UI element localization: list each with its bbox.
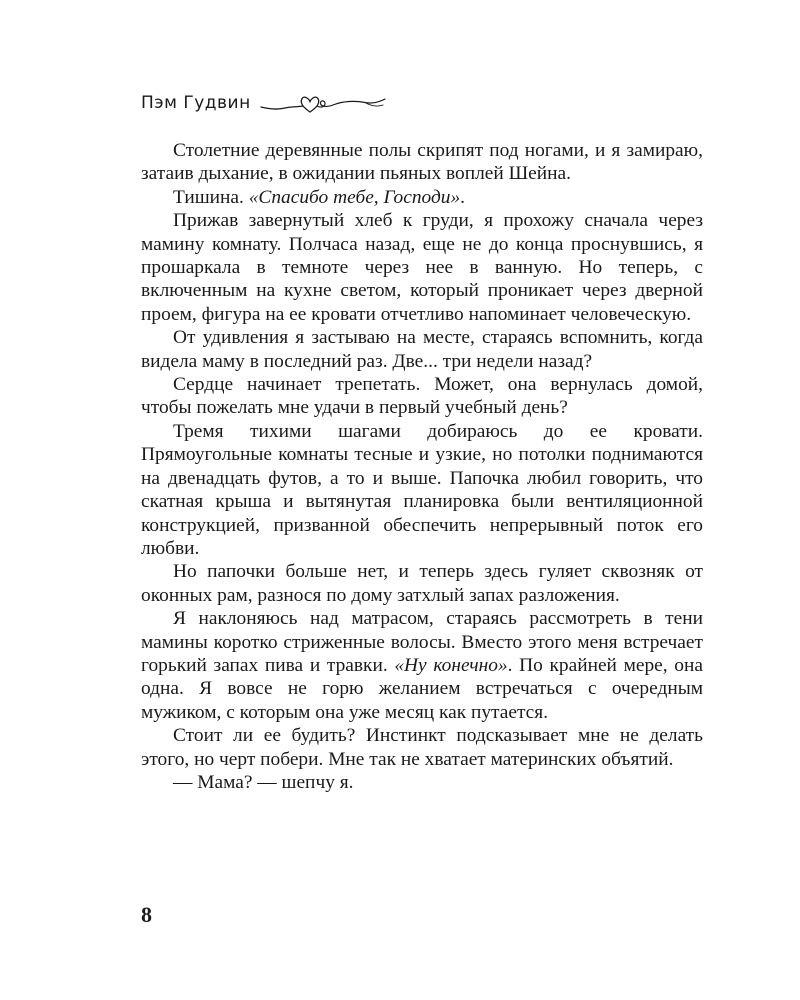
paragraph bbox=[141, 771, 703, 794]
paragraph bbox=[141, 420, 703, 560]
text-segment: Я наклоняюсь над матрасом, стараясь рассмотреть в тени мамины коротко стриженные волосы. Вместо этого меня встречает горький запах пива и травки. bbox=[141, 608, 703, 676]
text-segment: Но папочки больше нет, и теперь здесь гуляет сквозняк от оконных рам, разнося по дому затхлый запах разложения. bbox=[141, 561, 703, 606]
running-header bbox=[141, 88, 389, 118]
text-segment: Тремя тихими шагами добираюсь до ее кровати. Прямоугольные комнаты тесные и узкие, но потолки поднимаются на двенадцать футов, а то и выше. Папочка любил говорить, что скатная крыша и вытянутая планировка были вентиляционной конструкцией, призванной обеспечить непрерывный поток его любви. bbox=[141, 420, 703, 559]
text-segment: Прижав завернутый хлеб к груди, я прохожу сначала через мамину комнату. Полчаса назад, еще не до конца проснувшись, я прошаркала в темноте через нее в ванную. Но теперь, с включенным на кухне светом, который проникает через дверной проем, фигура на ее кровати отчетливо напоминает человеческую. bbox=[141, 210, 703, 325]
paragraph bbox=[141, 186, 703, 209]
text-segment: . bbox=[460, 186, 466, 208]
text-segment: Стоит ли ее будить? Инстинкт подсказывает мне не делать этого, но черт побери. Мне так не хватает материнских объятий. bbox=[141, 725, 703, 770]
text-segment: Сердце начинает трепетать. Может, она вернулась домой, чтобы пожелать мне удачи в первый учебный день? bbox=[141, 374, 703, 419]
paragraph bbox=[141, 209, 703, 326]
italic-text: «Ну конечно» bbox=[394, 654, 508, 676]
text-segment: Столетние деревянные полы скрипят под ногами, и я замираю, затаив дыхание, в ожидании пьяных воплей Шейна. bbox=[141, 140, 703, 185]
text-segment: — Мама? — шепчу я. bbox=[173, 771, 354, 793]
paragraph bbox=[141, 139, 703, 186]
italic-text: «Спасибо тебе, Господи» bbox=[248, 186, 461, 208]
body-text bbox=[141, 139, 703, 794]
paragraph bbox=[141, 326, 703, 373]
text-segment: Тишина. bbox=[173, 186, 249, 208]
author-name: Пэм Гудвин bbox=[141, 93, 251, 113]
paragraph bbox=[141, 607, 703, 724]
text-segment: От удивления я застываю на месте, стараясь вспомнить, когда видела маму в последний раз. Две... три недели назад? bbox=[141, 327, 703, 372]
page-number: 8 bbox=[141, 902, 152, 927]
paragraph bbox=[141, 724, 703, 771]
paragraph bbox=[141, 373, 703, 420]
text-segment: . По крайней мере, она одна. Я вовсе не горю желанием встречаться с очередным мужиком, с которым она уже месяц как путается. bbox=[141, 654, 703, 723]
paragraph bbox=[141, 560, 703, 607]
heart-swirl-ornament-icon bbox=[259, 90, 389, 116]
